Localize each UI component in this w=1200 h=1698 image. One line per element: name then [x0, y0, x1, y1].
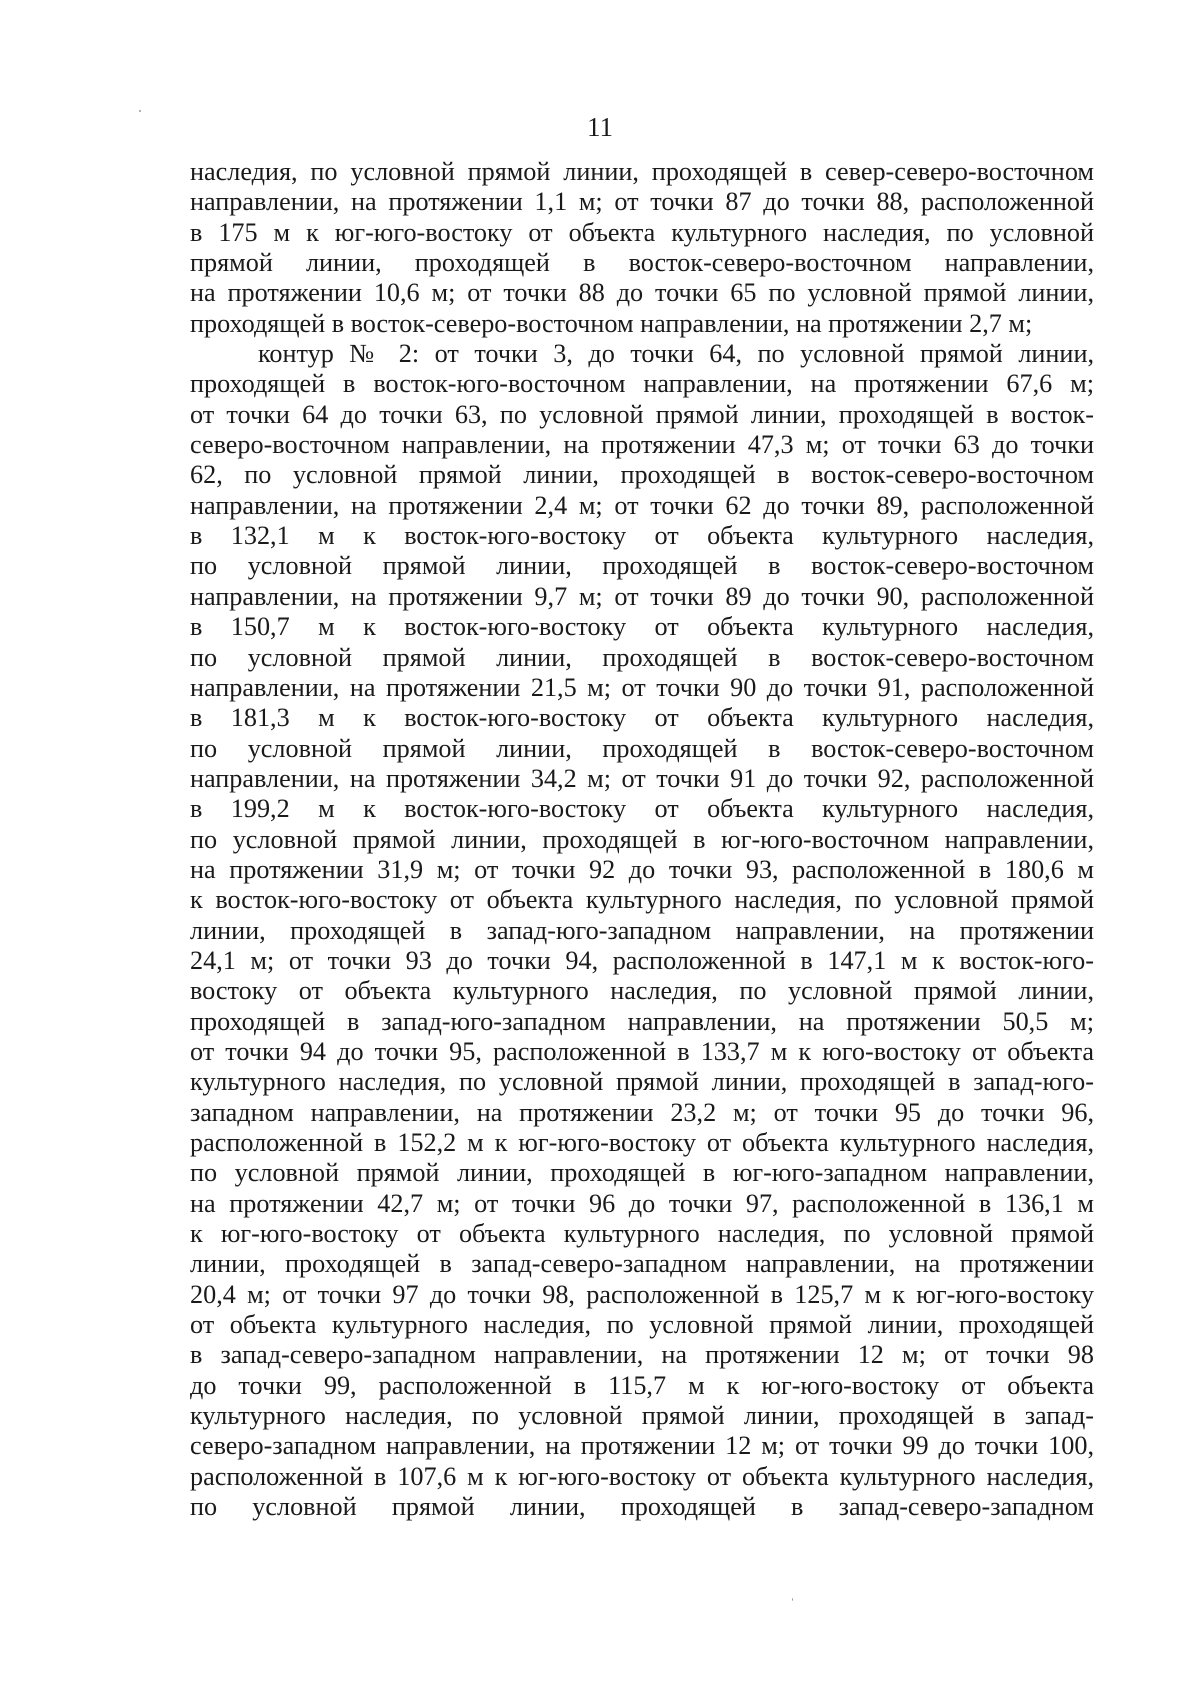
text-line: на протяжении 10,6 м; от точки 88 до точки 65 по условной прямой линии, — [190, 278, 1094, 308]
text-line: прямой линии, проходящей в восток-северо-восточном направлении, — [190, 248, 1094, 278]
text-line: проходящей в восток-северо-восточном направлении, на протяжении 2,7 м; — [190, 308, 1033, 338]
text-line: по условной прямой линии, проходящей в восток-северо-восточном — [190, 733, 1094, 763]
text-line: по условной прямой линии, проходящей в восток-северо-восточном — [190, 551, 1094, 581]
text-line: направлении, на протяжении 9,7 м; от точки 89 до точки 90, расположенной — [190, 581, 1094, 611]
text-line: от точки 94 до точки 95, расположенной в 133,7 м к юго-востоку от объекта — [190, 1036, 1094, 1066]
scan-speck — [792, 1598, 793, 1601]
document-body — [190, 157, 1094, 1522]
text-line: от точки 64 до точки 63, по условной прямой линии, проходящей в восток- — [190, 399, 1094, 429]
text-line: западном направлении, на протяжении 23,2 м; от точки 95 до точки 96, — [190, 1097, 1094, 1127]
text-line: на протяжении 31,9 м; от точки 92 до точки 93, расположенной в 180,6 м — [190, 854, 1094, 884]
text-line: расположенной в 152,2 м к юг-юго-востоку от объекта культурного наследия, — [190, 1128, 1094, 1157]
text-line: культурного наследия, по условной прямой линии, проходящей в запад-юго- — [190, 1067, 1094, 1097]
text-line: проходящей в запад-юго-западном направлении, на протяжении 50,5 м; — [190, 1006, 1094, 1036]
text-line: 62, по условной прямой линии, проходящей в восток-северо-восточном — [190, 460, 1094, 490]
text-line: культурного наследия, по условной прямой линии, проходящей в запад- — [190, 1401, 1094, 1431]
paragraph-start-line: контур № 2: от точки 3, до точки 64, по условной прямой линии, — [258, 339, 1094, 369]
text-line: направлении, на протяжении 1,1 м; от точки 87 до точки 88, расположенной — [190, 187, 1094, 217]
page-number: 11 — [587, 112, 613, 142]
text-line: наследия, по условной прямой линии, проходящей в север-северо-восточном — [190, 157, 1094, 186]
text-line: до точки 99, расположенной в 115,7 м к юг-юго-востоку от объекта — [190, 1370, 1094, 1400]
text-line: по условной прямой линии, проходящей в запад-северо-западном — [190, 1492, 1094, 1522]
text-line: 20,4 м; от точки 97 до точки 98, расположенной в 125,7 м к юг-юго-востоку — [190, 1279, 1094, 1309]
text-line: направлении, на протяжении 21,5 м; от точки 90 до точки 91, расположенной — [190, 672, 1094, 702]
text-line: в 150,7 м к восток-юго-востоку от объекта культурного наследия, — [190, 612, 1094, 642]
text-line: направлении, на протяжении 34,2 м; от точки 91 до точки 92, расположенной — [190, 763, 1094, 793]
text-line: в 132,1 м к восток-юго-востоку от объекта культурного наследия, — [190, 521, 1094, 551]
text-line: северо-западном направлении, на протяжении 12 м; от точки 99 до точки 100, — [190, 1431, 1094, 1461]
text-line: в 175 м к юг-юго-востоку от объекта культурного наследия, по условной — [190, 217, 1094, 247]
text-line: в 199,2 м к восток-юго-востоку от объекта культурного наследия, — [190, 794, 1094, 824]
text-line: направлении, на протяжении 2,4 м; от точки 62 до точки 89, расположенной — [190, 490, 1094, 520]
text-line: по условной прямой линии, проходящей в юг-юго-восточном направлении, — [190, 824, 1094, 854]
text-line: востоку от объекта культурного наследия, по условной прямой линии, — [190, 976, 1094, 1006]
scan-speck — [139, 110, 141, 112]
text-line: к восток-юго-востоку от объекта культурного наследия, по условной прямой — [190, 885, 1094, 915]
text-line: на протяжении 42,7 м; от точки 96 до точки 97, расположенной в 136,1 м — [190, 1188, 1094, 1218]
text-line: расположенной в 107,6 м к юг-юго-востоку от объекта культурного наследия, — [190, 1461, 1094, 1491]
text-line: проходящей в восток-юго-восточном направлении, на протяжении 67,6 м; — [190, 369, 1094, 399]
text-line: 24,1 м; от точки 93 до точки 94, расположенной в 147,1 м к восток-юго- — [190, 945, 1094, 975]
text-line: в запад-северо-западном направлении, на протяжении 12 м; от точки 98 — [190, 1340, 1094, 1370]
text-line: по условной прямой линии, проходящей в юг-юго-западном направлении, — [190, 1158, 1094, 1188]
text-line: линии, проходящей в запад-северо-западном направлении, на протяжении — [190, 1249, 1094, 1279]
text-line: северо-восточном направлении, на протяжении 47,3 м; от точки 63 до точки — [190, 430, 1094, 460]
text-line: в 181,3 м к восток-юго-востоку от объекта культурного наследия, — [190, 703, 1094, 733]
text-line: к юг-юго-востоку от объекта культурного наследия, по условной прямой — [190, 1219, 1094, 1249]
text-line: по условной прямой линии, проходящей в восток-северо-восточном — [190, 642, 1094, 672]
text-line: от объекта культурного наследия, по условной прямой линии, проходящей — [190, 1310, 1094, 1340]
text-line: линии, проходящей в запад-юго-западном направлении, на протяжении — [190, 915, 1094, 945]
